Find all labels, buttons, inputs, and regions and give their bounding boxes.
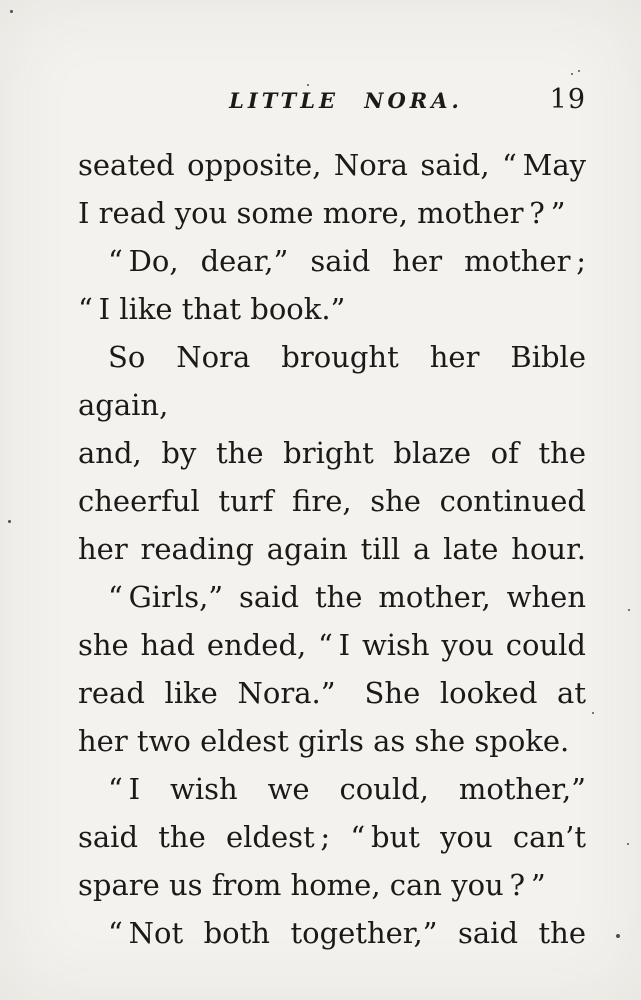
paragraph xyxy=(78,573,586,765)
scan-speck xyxy=(8,520,11,523)
text-line: “ Not both together,” said the xyxy=(108,916,586,950)
text-line: and, by the bright blaze of the xyxy=(78,436,586,470)
scan-speck xyxy=(578,70,580,72)
scan-speck xyxy=(616,934,620,938)
text-line: I read you some more, mother ? ” xyxy=(78,196,566,230)
text-line: read like Nora.” She looked at xyxy=(78,676,586,710)
text-line: said the eldest ; “ but you can’t xyxy=(78,820,586,854)
text-line: her two eldest girls as she spoke. xyxy=(78,724,570,758)
text-line: “ I like that book.” xyxy=(78,292,346,326)
text-line: So Nora brought her Bible again, xyxy=(78,340,586,422)
text-line: “ Do, dear,” said her mother ; xyxy=(108,244,586,278)
scan-speck xyxy=(592,712,594,714)
text-line: her reading again till a late hour. xyxy=(78,532,586,566)
paragraph xyxy=(78,141,586,237)
text-line: seated opposite, Nora said, “ May xyxy=(78,148,586,182)
text-line: “ I wish we could, mother,” xyxy=(108,772,586,806)
scan-speck xyxy=(628,609,630,611)
scan-speck xyxy=(627,843,629,845)
scan-speck xyxy=(571,73,573,75)
page-text xyxy=(78,141,586,957)
text-line: “ Girls,” said the mother, when xyxy=(108,580,586,614)
paragraph xyxy=(78,765,586,909)
paragraph xyxy=(78,237,586,333)
scan-speck xyxy=(10,10,13,13)
paragraph xyxy=(78,333,586,573)
paragraph xyxy=(78,909,586,957)
page-header xyxy=(78,84,586,120)
text-line: spare us from home, can you ? ” xyxy=(78,868,546,902)
scan-speck xyxy=(307,84,309,86)
text-line: cheerful turf fire, she continued xyxy=(78,484,586,518)
text-line: she had ended, “ I wish you could xyxy=(78,628,586,662)
page-number: 19 xyxy=(549,84,586,115)
running-title: LITTLE NORA. xyxy=(229,88,463,113)
